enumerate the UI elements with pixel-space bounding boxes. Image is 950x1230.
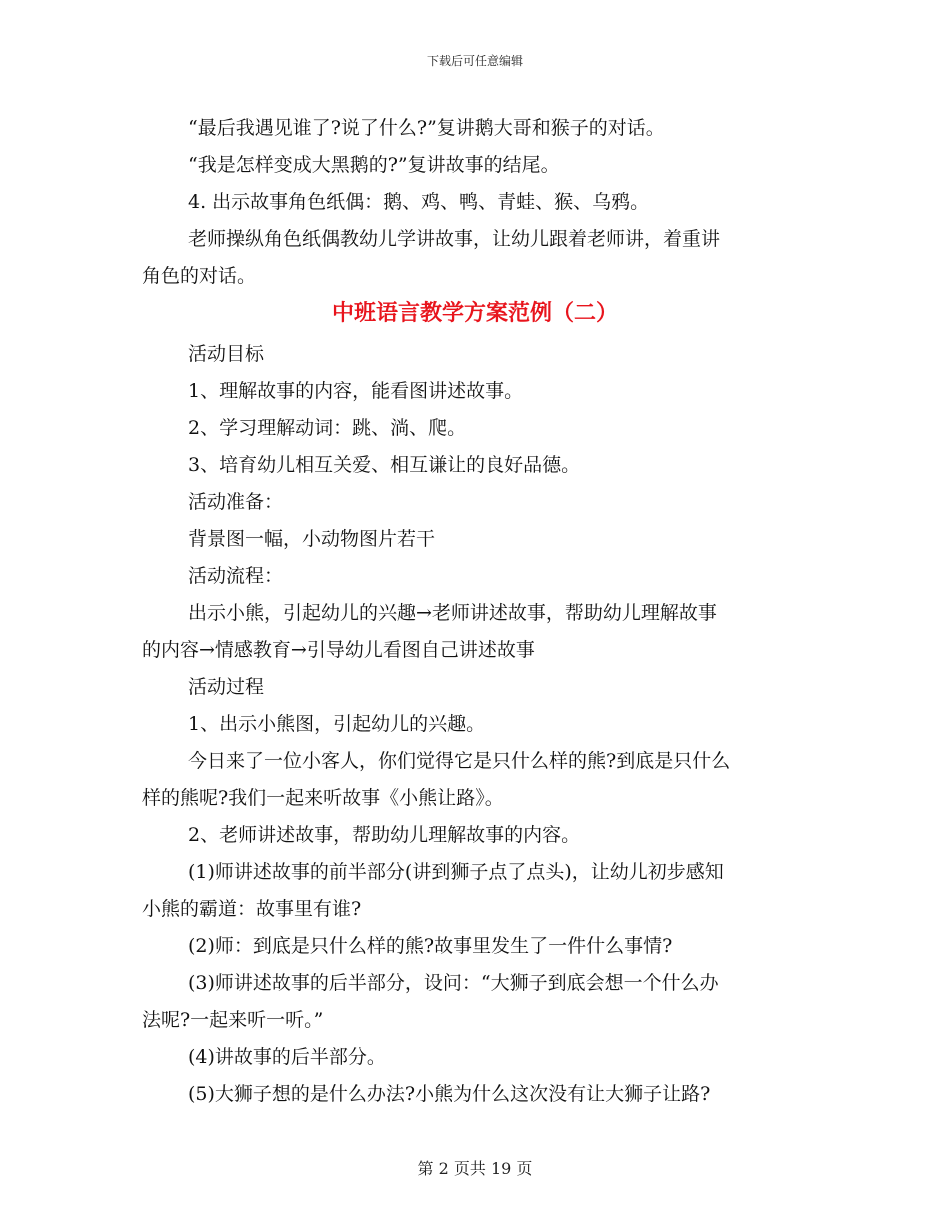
text-line: (4)讲故事的后半部分。 (188, 1046, 386, 1068)
text-line: 1、理解故事的内容，能看图讲述故事。 (188, 380, 524, 402)
text-line: 2、老师讲述故事，帮助幼儿理解故事的内容。 (188, 824, 581, 846)
text-line: 1、出示小熊图，引起幼儿的兴趣。 (188, 713, 486, 735)
text-line: 今日来了一位小客人，你们觉得它是只什么样的熊?到底是只什么 (188, 750, 731, 772)
text-line: (1)师讲述故事的前半部分(讲到狮子点了点头)，让幼儿初步感知 (188, 861, 724, 883)
text-line: 4. 出示故事角色纸偶：鹅、鸡、鸭、青蛙、猴、乌鸦。 (188, 191, 650, 213)
text-line: 角色的对话。 (142, 265, 257, 287)
text-line: 活动流程： (188, 565, 284, 587)
text-line: 活动过程 (188, 676, 265, 698)
text-line: 样的熊呢?我们一起来听故事《小熊让路》。 (142, 787, 504, 809)
text-line: 活动目标 (188, 343, 265, 365)
text-line: 2、学习理解动词：跳、淌、爬。 (188, 417, 467, 439)
text-line: “最后我遇见谁了?说了什么?”复讲鹅大哥和猴子的对话。 (188, 117, 665, 139)
text-line: 背景图一幅，小动物图片若干 (188, 528, 436, 550)
text-line: (3)师讲述故事的后半部分，设问：“大狮子到底会想一个什么办 (188, 972, 719, 994)
text-line: 出示小熊，引起幼儿的兴趣→老师讲述故事，帮助幼儿理解故事 (188, 602, 717, 624)
text-line: “我是怎样变成大黑鹅的?”复讲故事的结尾。 (188, 154, 560, 176)
text-line: (5)大狮子想的是什么办法?小熊为什么这次没有让大狮子让路? (188, 1083, 711, 1105)
text-line: 老师操纵角色纸偶教幼儿学讲故事，让幼儿跟着老师讲，着重讲 (188, 228, 721, 250)
text-line: 的内容→情感教育→引导幼儿看图自己讲述故事 (142, 639, 535, 661)
text-line: 3、培育幼儿相互关爱、相互谦让的良好品德。 (188, 454, 581, 476)
page-footer: 第 2 页共 19 页 (417, 1159, 533, 1178)
text-line: (2)师：到底是只什么样的熊?故事里发生了一件什么事情? (188, 935, 673, 957)
text-line: 小熊的霸道：故事里有谁? (142, 898, 362, 920)
text-line: 法呢?一起来听一听。” (142, 1009, 324, 1031)
page-header: 下载后可任意编辑 (426, 54, 523, 68)
section-title: 中班语言教学方案范例（二） (331, 300, 618, 326)
text-line: 活动准备： (188, 491, 284, 513)
